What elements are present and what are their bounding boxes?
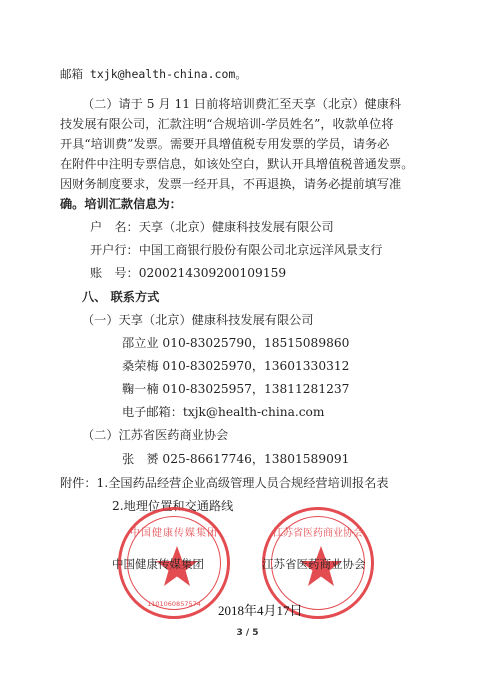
contact-person: 鞠一楠 010-83025957，13811281237 [122,382,350,396]
contact-email: 电子邮箱：txjk@health-china.com [122,405,325,419]
signature-right: 江苏省医药商业协会 [262,557,366,571]
contact-person: 邵立业 010-83025790，18515089860 [122,336,350,350]
contact-person: 桑荣梅 010-83025970，13601330312 [122,359,350,373]
document-date: 2018年4月17日 [218,603,303,618]
seal-arc-text: 江苏省医药商业协会 [273,528,363,539]
paragraph-line: 确。培训汇款信息为： [60,197,182,211]
contact-org: （一）天享（北京）健康科技发展有限公司 [82,313,314,327]
attachment-line: 附件：1.全国药品经营企业高级管理人员合规经营培训报名表 [60,476,389,490]
account-bank: 开户行：中国工商银行股份有限公司北京远洋风景支行 [90,243,383,257]
page-number: 3 / 5 [236,628,259,638]
paragraph-line: 在附件中注明专票信息，如该处空白，默认开具增值税普通发票。 [60,157,414,171]
section-heading: 八、 联系方式 [82,290,160,304]
paragraph-line: 开具“培训费”发票。需要开具增值税专用发票的学员，请务必 [60,137,390,151]
account-number: 账 号：0200214309200109159 [90,266,287,280]
signature-left: 中国健康传媒集团 [112,557,204,571]
seal-arc-text: 中国健康传媒集团 [130,528,218,539]
paragraph-line: （二）请于 5 月 11 日前将培训费汇至天享（北京）健康科 [82,97,402,111]
account-name: 户 名：天享（北京）健康科技发展有限公司 [90,220,334,234]
paragraph-line: 因财务制度要求，发票一经开具，不再退换，请务必提前填写准 [60,177,402,191]
contact-org: （二）江苏省医药商业协会 [82,428,229,442]
email-line: 邮箱 txjk@health-china.com。 [60,67,247,81]
paragraph-line: 技发展有限公司，汇款注明“合规培训-学员姓名”，收款单位将 [60,117,394,131]
seal-number: 1101060857574 [147,600,201,608]
attachment-line: 2.地理位置和交通路线 [112,499,234,513]
contact-person: 张 赟 025-86617746，13801589091 [122,452,350,466]
